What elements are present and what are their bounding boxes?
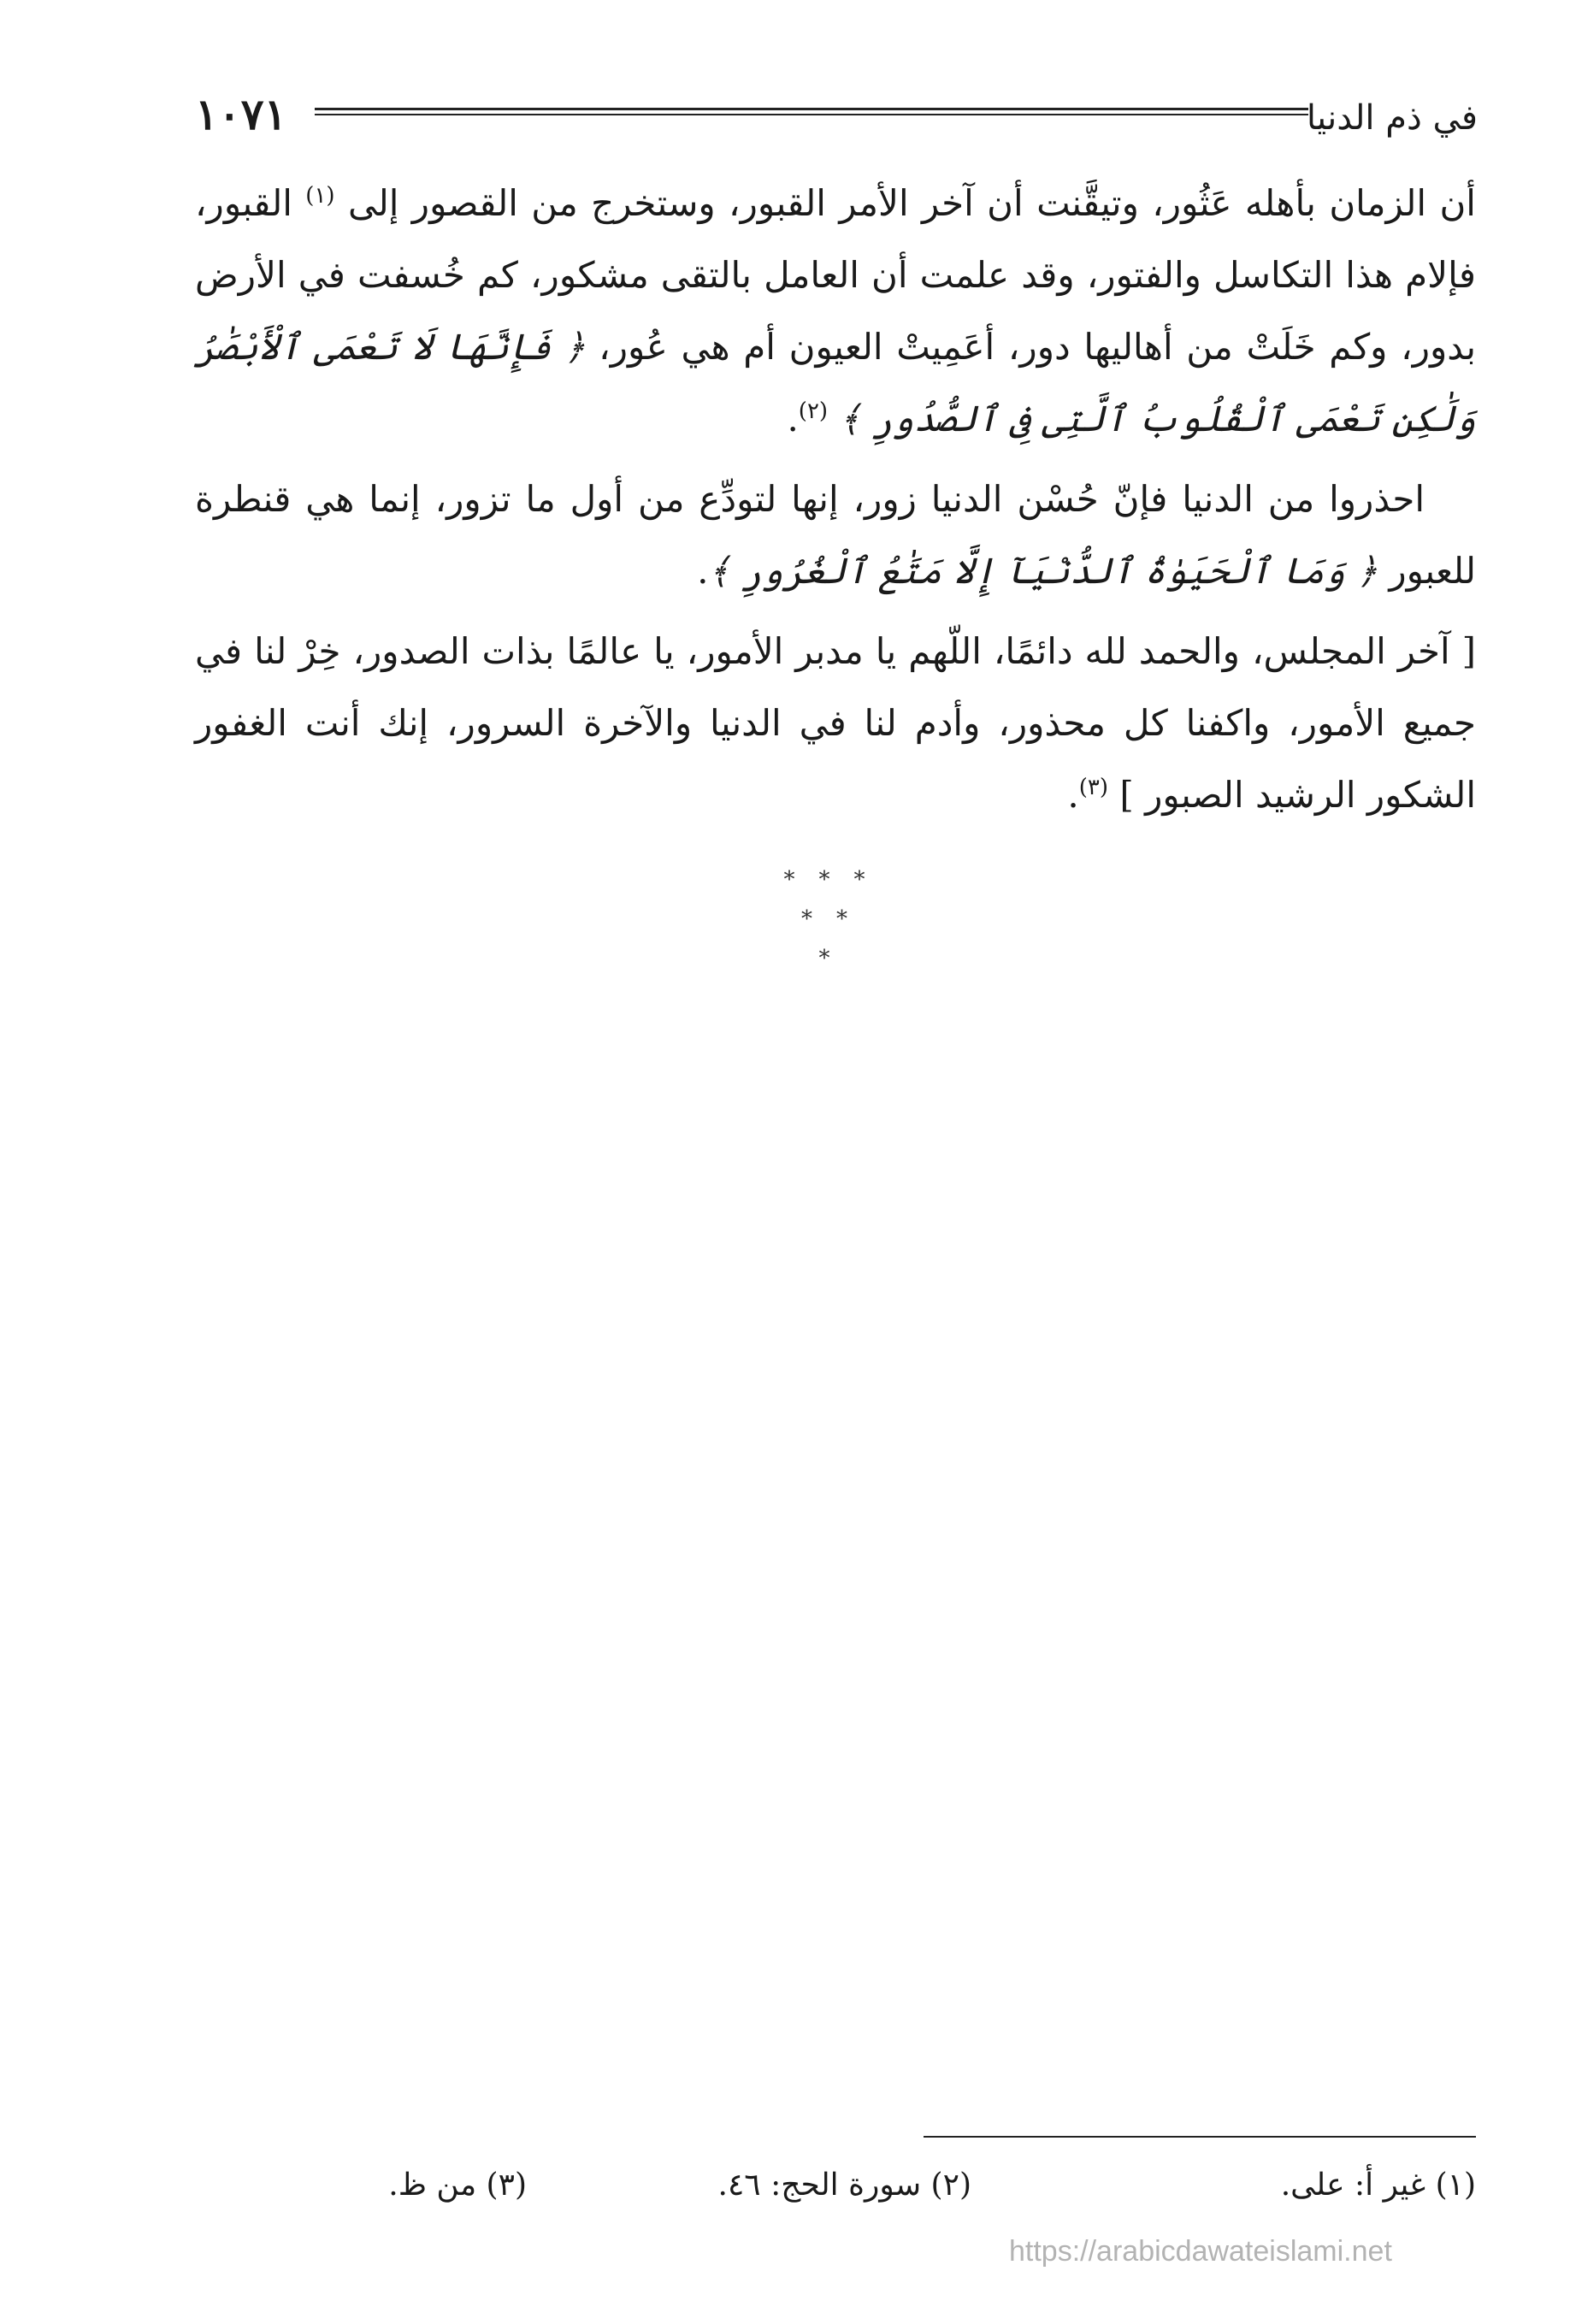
footnotes bbox=[333, 2162, 1476, 2213]
paragraph-1-text-b: القبور، فإلام هذا التكاسل والفتور، وقد علمت أن العامل بالتقى مشكور، كم خُسفت في الأرض بدور، وكم خَلَتْ من أهاليها دور، أعَمِيتْ العيون أم هي عُور، bbox=[195, 182, 1477, 368]
watermark-url: https://arabicdawateislami.net bbox=[1009, 2235, 1392, 2268]
footnote-rule bbox=[924, 2136, 1476, 2138]
body-text bbox=[195, 168, 1476, 840]
paragraph-2-text: احذروا من الدنيا فإنّ حُسْن الدنيا زور، إنها لتودِّع من أول ما تزور، إنما هي قنطرة للعبور bbox=[195, 478, 1476, 592]
running-header bbox=[195, 89, 1478, 149]
footnote-2: (٢) سورة الحج: ٤٦. bbox=[717, 2168, 971, 2203]
footnote-3: (٣) من ظ. bbox=[388, 2168, 527, 2203]
ornament-row-3: * bbox=[818, 946, 854, 971]
paragraph-2 bbox=[195, 463, 1476, 607]
paragraph-3 bbox=[195, 616, 1476, 831]
header-rule bbox=[315, 108, 1308, 115]
paragraph-3-text: [ آخر المجلس، والحمد لله دائمًا، اللّهم يا مدبر الأمور، يا عالمًا بذات الصدور، خِرْ لنا في جميع الأمور، واكفنا كل محذور، وأدم لنا في الدنيا والآخرة السرور، إنك أنت الغفور الشكور الرشيد الصبور ] bbox=[195, 630, 1476, 816]
paragraph-1 bbox=[195, 168, 1476, 455]
footnote-ref-3: (٣) bbox=[1078, 775, 1108, 800]
chapter-title: في ذم الدنيا bbox=[1306, 98, 1478, 138]
quran-verse-1: ﴿ فَإِنَّهَا لَا تَعْمَى ٱلْأَبْصَٰرُ وَلَٰكِن تَعْمَى ٱلْقُلُوبُ ٱلَّتِى فِى ٱلصُّدُورِ ﴾ bbox=[195, 326, 1476, 439]
paragraph-3-end: . bbox=[1067, 774, 1079, 816]
paragraph-1-text-a: أن الزمان بأهله عَثُور، وتيقَّنت أن آخر الأمر القبور، وستخرج من القصور إلى bbox=[334, 182, 1476, 224]
section-ornament bbox=[751, 860, 922, 978]
footnote-1: (١) غير أ: على. bbox=[1280, 2168, 1476, 2203]
ornament-row-2: ** bbox=[801, 906, 871, 932]
quran-verse-2: ﴿ وَمَا ٱلْحَيَوٰةُ ٱلدُّنْيَآ إِلَّا مَتَٰعُ ٱلْغُرُورِ ﴾ bbox=[708, 550, 1378, 592]
page-number: ١٠٧١ bbox=[195, 89, 287, 139]
paragraph-1-end: . bbox=[787, 398, 799, 439]
footnote-ref-1: (١) bbox=[305, 183, 335, 209]
footnote-ref-2: (٢) bbox=[798, 398, 829, 424]
paragraph-2-end: . bbox=[697, 550, 709, 592]
ornament-row-1: *** bbox=[783, 867, 889, 893]
